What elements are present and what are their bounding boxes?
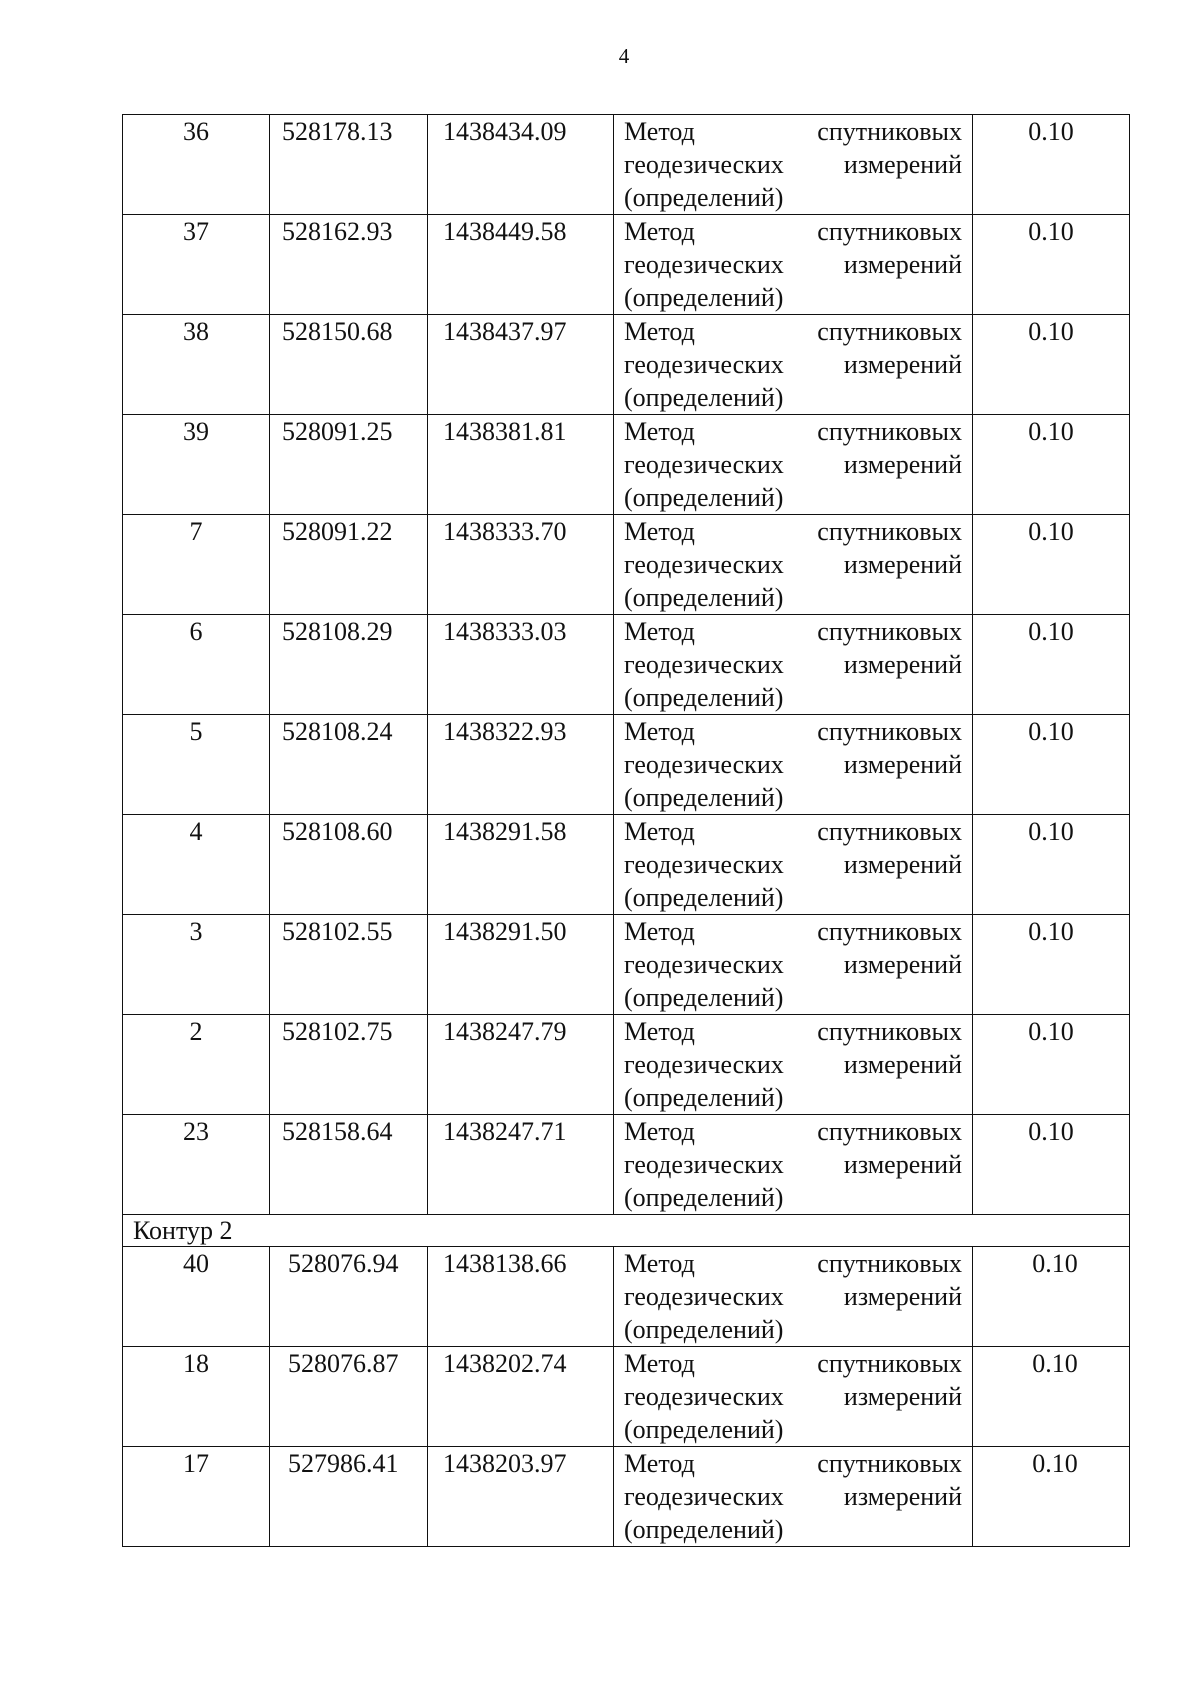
method-line-2 [624, 748, 962, 781]
method-word: измерений [843, 450, 962, 479]
point-number-cell: 39 [123, 415, 270, 515]
method-word: геодезических [624, 850, 784, 879]
method-word: (определений) [624, 1515, 784, 1544]
method-cell [614, 515, 973, 615]
method-word: Метод [624, 117, 695, 146]
method-line-1 [624, 515, 962, 548]
method-line-2 [624, 1148, 962, 1181]
method-word: спутниковых [817, 417, 962, 446]
method-line-1 [624, 415, 962, 448]
x-coordinate-cell: 528162.93 [270, 215, 428, 315]
method-line-1 [624, 715, 962, 748]
method-line-1 [624, 815, 962, 848]
method-word: измерений [843, 650, 962, 679]
method-line-2 [624, 1280, 962, 1313]
method-word: спутниковых [817, 217, 962, 246]
method-line-2 [624, 448, 962, 481]
table-row [123, 1247, 1130, 1347]
method-word: спутниковых [817, 317, 962, 346]
method-line-3 [624, 481, 962, 514]
method-word: (определений) [624, 1083, 784, 1112]
y-coordinate-cell: 1438322.93 [428, 715, 614, 815]
method-line-1 [624, 1447, 962, 1480]
method-line-1 [624, 315, 962, 348]
y-coordinate-cell: 1438333.03 [428, 615, 614, 715]
method-word: измерений [843, 1282, 962, 1311]
accuracy-cell: 0.10 [973, 1015, 1130, 1115]
method-line-1 [624, 615, 962, 648]
y-coordinate-cell: 1438381.81 [428, 415, 614, 515]
method-line-3 [624, 181, 962, 214]
method-word: Метод [624, 1449, 695, 1478]
method-line-1 [624, 115, 962, 148]
method-line-2 [624, 1380, 962, 1413]
method-word: геодезических [624, 950, 784, 979]
method-word: спутниковых [817, 1249, 962, 1278]
method-line-2 [624, 548, 962, 581]
method-word: геодезических [624, 1382, 784, 1411]
method-word: (определений) [624, 483, 784, 512]
method-word: измерений [843, 550, 962, 579]
x-coordinate-cell: 528102.75 [270, 1015, 428, 1115]
method-word: (определений) [624, 283, 784, 312]
point-number-cell: 17 [123, 1447, 270, 1547]
method-word: Метод [624, 217, 695, 246]
method-line-2 [624, 248, 962, 281]
coordinates-table [122, 114, 1130, 1547]
method-word: (определений) [624, 583, 784, 612]
x-coordinate-cell: 528108.24 [270, 715, 428, 815]
method-word: спутниковых [817, 517, 962, 546]
method-line-3 [624, 981, 962, 1014]
accuracy-cell: 0.10 [973, 115, 1130, 215]
method-cell [614, 1015, 973, 1115]
accuracy-cell: 0.10 [973, 215, 1130, 315]
contour-label: Контур 2 [123, 1215, 1130, 1247]
point-number-cell: 38 [123, 315, 270, 415]
y-coordinate-cell: 1438247.79 [428, 1015, 614, 1115]
method-word: геодезических [624, 750, 784, 779]
table-row [123, 1447, 1130, 1547]
method-cell [614, 815, 973, 915]
method-word: (определений) [624, 1183, 784, 1212]
table-row [123, 315, 1130, 415]
method-line-3 [624, 1313, 962, 1346]
coordinates-table-body [123, 115, 1130, 1547]
method-word: Метод [624, 417, 695, 446]
method-line-2 [624, 148, 962, 181]
method-word: геодезических [624, 1482, 784, 1511]
method-word: спутниковых [817, 1449, 962, 1478]
method-line-2 [624, 1048, 962, 1081]
method-word: (определений) [624, 383, 784, 412]
method-line-1 [624, 1115, 962, 1148]
point-number-cell: 4 [123, 815, 270, 915]
y-coordinate-cell: 1438437.97 [428, 315, 614, 415]
method-line-3 [624, 1413, 962, 1446]
x-coordinate-cell: 528076.94 [270, 1247, 428, 1347]
point-number-cell: 23 [123, 1115, 270, 1215]
point-number-cell: 5 [123, 715, 270, 815]
method-word: геодезических [624, 450, 784, 479]
table-row [123, 115, 1130, 215]
method-word: Метод [624, 1349, 695, 1378]
method-line-3 [624, 1513, 962, 1546]
method-word: геодезических [624, 550, 784, 579]
y-coordinate-cell: 1438449.58 [428, 215, 614, 315]
method-word: Метод [624, 517, 695, 546]
method-word: измерений [843, 850, 962, 879]
y-coordinate-cell: 1438247.71 [428, 1115, 614, 1215]
method-line-3 [624, 681, 962, 714]
method-line-2 [624, 948, 962, 981]
accuracy-cell: 0.10 [973, 1447, 1130, 1547]
y-coordinate-cell: 1438202.74 [428, 1347, 614, 1447]
method-line-1 [624, 1347, 962, 1380]
x-coordinate-cell: 527986.41 [270, 1447, 428, 1547]
method-word: спутниковых [817, 1117, 962, 1146]
table-row [123, 915, 1130, 1015]
method-line-3 [624, 281, 962, 314]
accuracy-cell: 0.10 [973, 715, 1130, 815]
method-word: измерений [843, 150, 962, 179]
method-word: спутниковых [817, 617, 962, 646]
table-row [123, 1347, 1130, 1447]
method-cell [614, 215, 973, 315]
method-word: спутниковых [817, 717, 962, 746]
table-row [123, 1115, 1130, 1215]
method-cell [614, 915, 973, 1015]
method-cell [614, 1347, 973, 1447]
method-line-3 [624, 781, 962, 814]
table-row [123, 1015, 1130, 1115]
accuracy-cell: 0.10 [973, 1247, 1130, 1347]
point-number-cell: 40 [123, 1247, 270, 1347]
method-word: геодезических [624, 250, 784, 279]
y-coordinate-cell: 1438333.70 [428, 515, 614, 615]
method-line-3 [624, 381, 962, 414]
method-word: (определений) [624, 783, 784, 812]
section-header-row [123, 1215, 1130, 1247]
method-word: Метод [624, 1249, 695, 1278]
method-cell [614, 315, 973, 415]
method-word: геодезических [624, 150, 784, 179]
table-row [123, 815, 1130, 915]
x-coordinate-cell: 528091.25 [270, 415, 428, 515]
method-word: измерений [843, 350, 962, 379]
method-cell [614, 415, 973, 515]
point-number-cell: 7 [123, 515, 270, 615]
x-coordinate-cell: 528091.22 [270, 515, 428, 615]
method-word: Метод [624, 317, 695, 346]
table-row [123, 215, 1130, 315]
method-line-1 [624, 1247, 962, 1280]
method-line-1 [624, 1015, 962, 1048]
page-number: 4 [618, 44, 630, 68]
point-number-cell: 37 [123, 215, 270, 315]
method-word: геодезических [624, 1050, 784, 1079]
method-word: Метод [624, 1017, 695, 1046]
y-coordinate-cell: 1438203.97 [428, 1447, 614, 1547]
method-word: Метод [624, 817, 695, 846]
method-word: (определений) [624, 683, 784, 712]
method-word: геодезических [624, 1150, 784, 1179]
method-word: геодезических [624, 1282, 784, 1311]
accuracy-cell: 0.10 [973, 615, 1130, 715]
point-number-cell: 3 [123, 915, 270, 1015]
method-cell [614, 715, 973, 815]
method-cell [614, 1247, 973, 1347]
accuracy-cell: 0.10 [973, 515, 1130, 615]
method-line-2 [624, 348, 962, 381]
method-word: (определений) [624, 983, 784, 1012]
method-line-1 [624, 215, 962, 248]
method-line-2 [624, 1480, 962, 1513]
method-word: измерений [843, 1382, 962, 1411]
method-word: измерений [843, 1050, 962, 1079]
method-line-2 [624, 848, 962, 881]
table-row [123, 515, 1130, 615]
method-line-2 [624, 648, 962, 681]
method-word: геодезических [624, 650, 784, 679]
x-coordinate-cell: 528158.64 [270, 1115, 428, 1215]
method-word: измерений [843, 750, 962, 779]
method-word: спутниковых [817, 117, 962, 146]
point-number-cell: 6 [123, 615, 270, 715]
method-cell [614, 115, 973, 215]
method-word: Метод [624, 1117, 695, 1146]
method-word: (определений) [624, 1415, 784, 1444]
x-coordinate-cell: 528150.68 [270, 315, 428, 415]
accuracy-cell: 0.10 [973, 1347, 1130, 1447]
method-word: измерений [843, 250, 962, 279]
accuracy-cell: 0.10 [973, 815, 1130, 915]
method-word: Метод [624, 717, 695, 746]
method-line-1 [624, 915, 962, 948]
method-cell [614, 1115, 973, 1215]
method-word: измерений [843, 1150, 962, 1179]
method-word: спутниковых [817, 1017, 962, 1046]
method-word: измерений [843, 1482, 962, 1511]
method-cell [614, 1447, 973, 1547]
method-word: спутниковых [817, 817, 962, 846]
x-coordinate-cell: 528076.87 [270, 1347, 428, 1447]
accuracy-cell: 0.10 [973, 1115, 1130, 1215]
point-number-cell: 36 [123, 115, 270, 215]
table-row [123, 715, 1130, 815]
accuracy-cell: 0.10 [973, 915, 1130, 1015]
x-coordinate-cell: 528108.29 [270, 615, 428, 715]
accuracy-cell: 0.10 [973, 415, 1130, 515]
method-word: Метод [624, 617, 695, 646]
method-word: спутниковых [817, 917, 962, 946]
y-coordinate-cell: 1438291.58 [428, 815, 614, 915]
method-word: спутниковых [817, 1349, 962, 1378]
method-word: измерений [843, 950, 962, 979]
method-word: (определений) [624, 883, 784, 912]
method-line-3 [624, 881, 962, 914]
method-word: геодезических [624, 350, 784, 379]
y-coordinate-cell: 1438138.66 [428, 1247, 614, 1347]
table-row [123, 415, 1130, 515]
y-coordinate-cell: 1438291.50 [428, 915, 614, 1015]
method-line-3 [624, 1081, 962, 1114]
accuracy-cell: 0.10 [973, 315, 1130, 415]
y-coordinate-cell: 1438434.09 [428, 115, 614, 215]
x-coordinate-cell: 528102.55 [270, 915, 428, 1015]
method-word: (определений) [624, 183, 784, 212]
point-number-cell: 2 [123, 1015, 270, 1115]
method-word: (определений) [624, 1315, 784, 1344]
x-coordinate-cell: 528108.60 [270, 815, 428, 915]
method-word: Метод [624, 917, 695, 946]
method-line-3 [624, 1181, 962, 1214]
method-cell [614, 615, 973, 715]
method-line-3 [624, 581, 962, 614]
point-number-cell: 18 [123, 1347, 270, 1447]
x-coordinate-cell: 528178.13 [270, 115, 428, 215]
table-row [123, 615, 1130, 715]
